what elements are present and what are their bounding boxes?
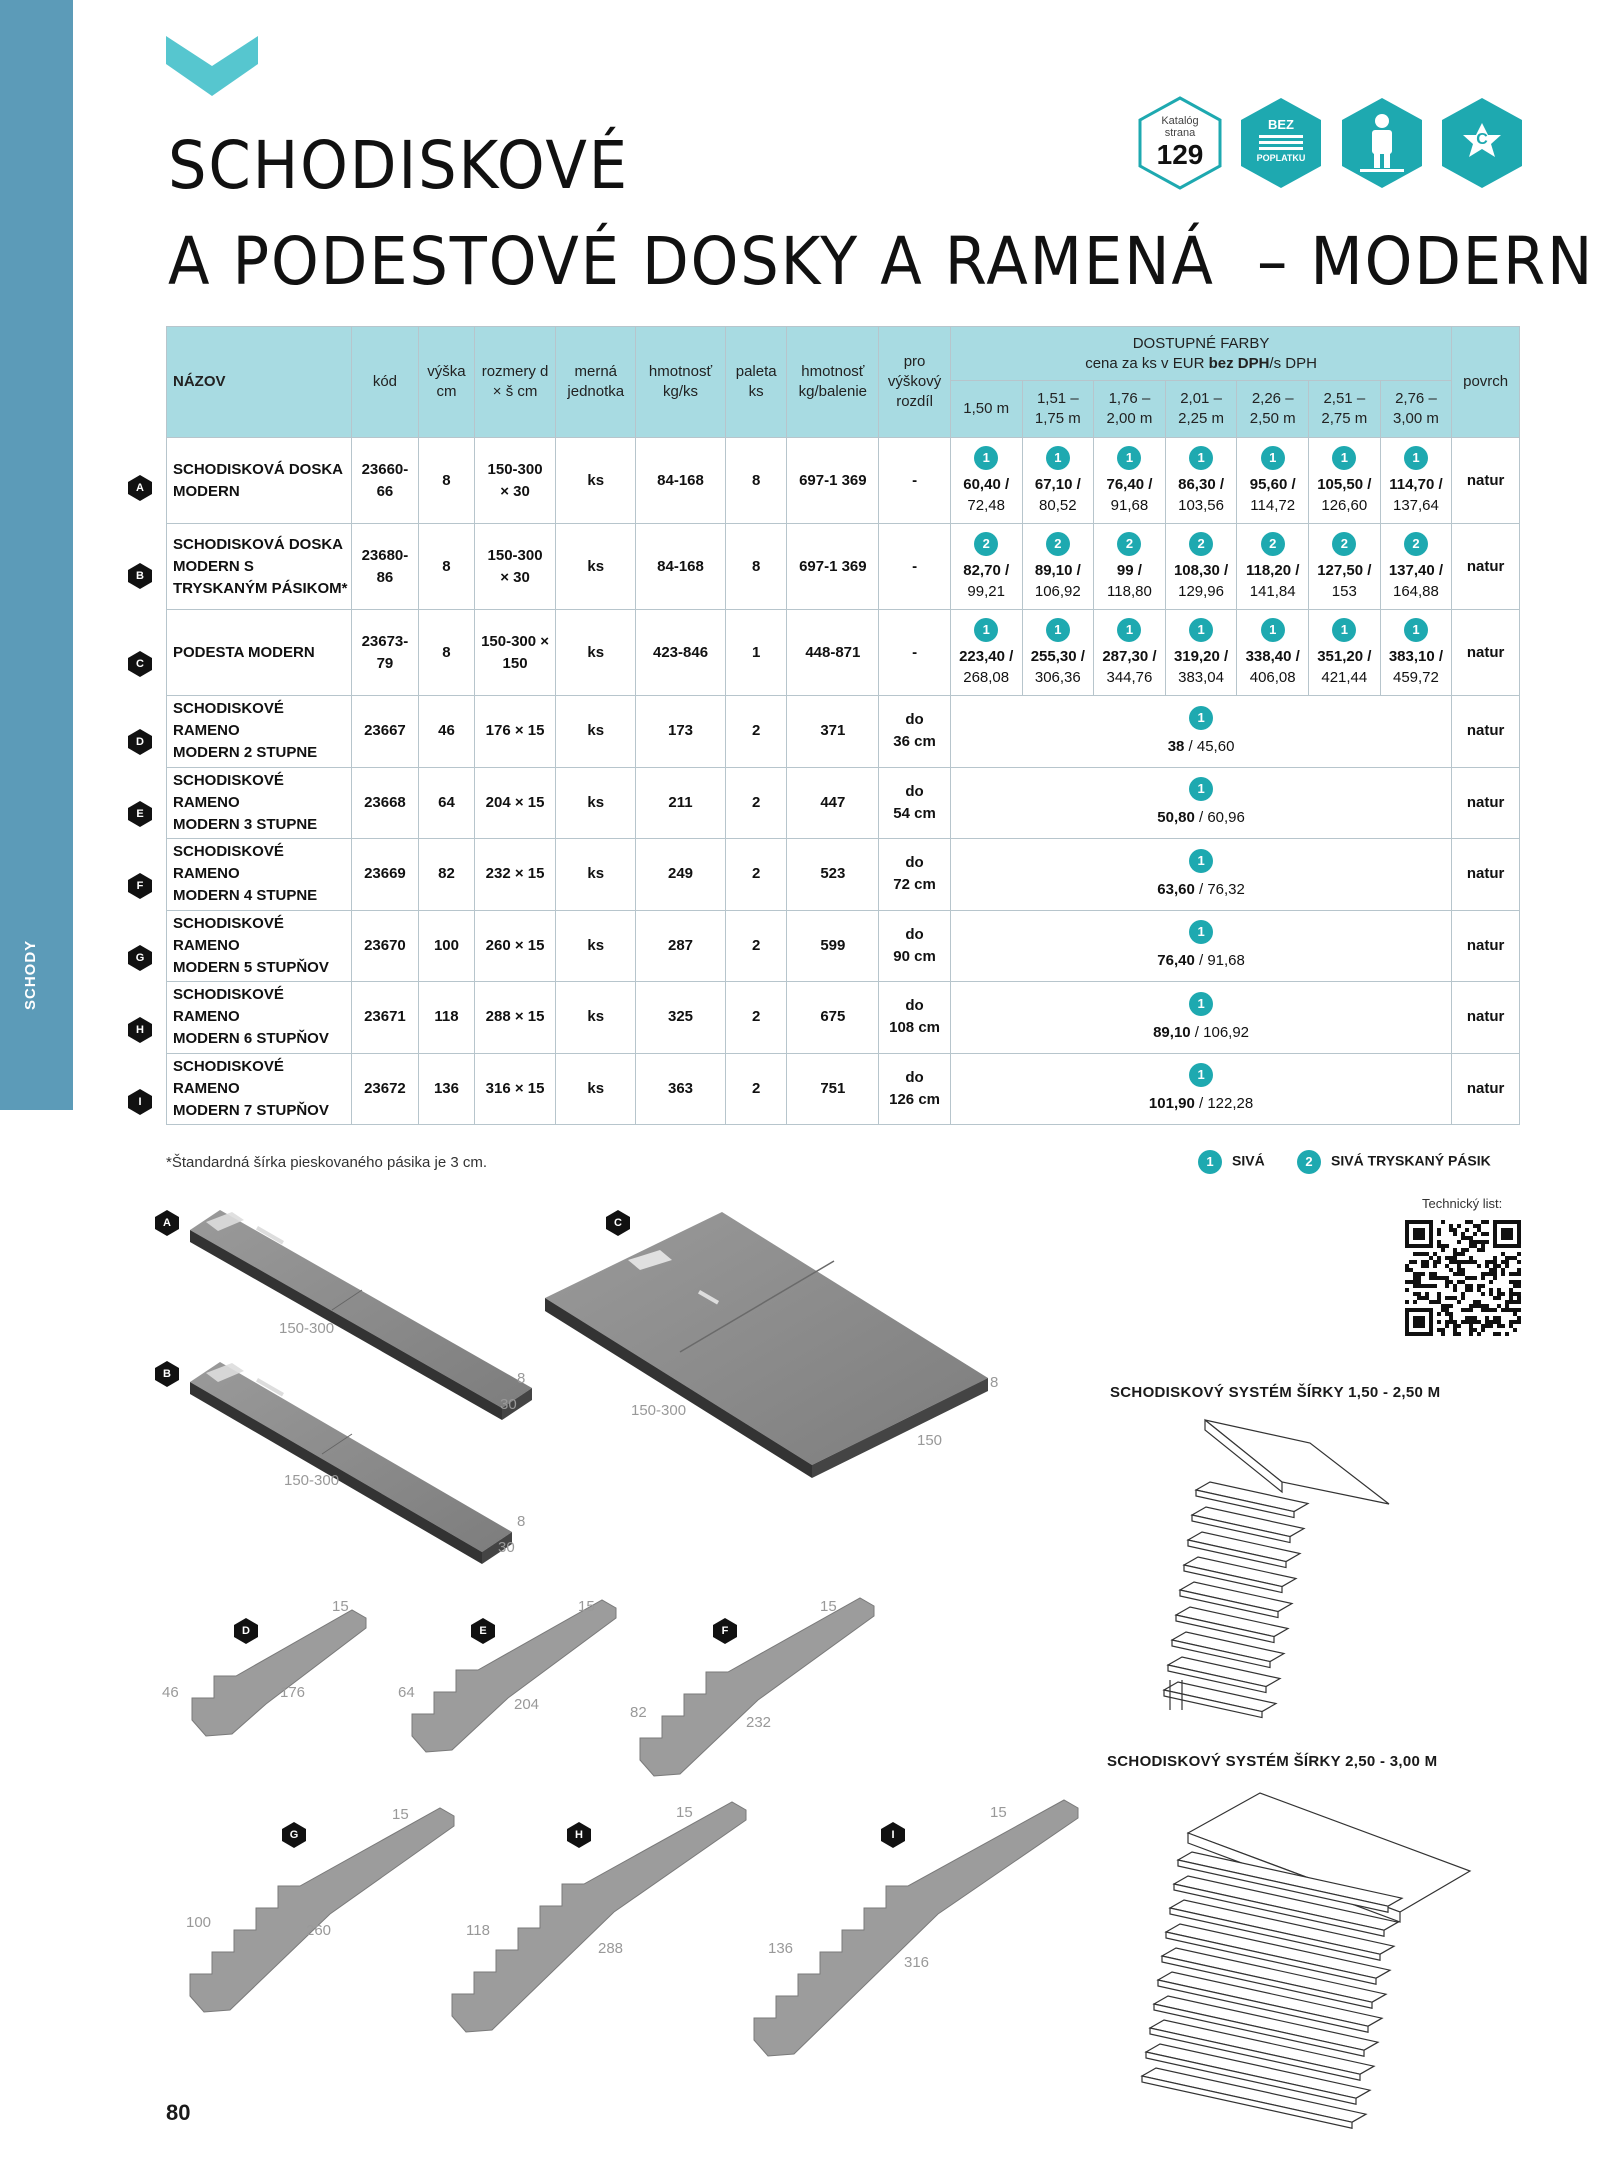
cell-height: 136 bbox=[419, 1053, 474, 1125]
row-letter-badge: B bbox=[127, 563, 153, 589]
cell-height-diff: - bbox=[879, 610, 951, 696]
color-badge: 2 bbox=[1189, 532, 1213, 556]
cell-pallet: 2 bbox=[725, 767, 787, 839]
dim-height: 64 bbox=[398, 1684, 415, 1701]
cell-dims: 176 × 15 bbox=[474, 696, 556, 768]
cell-code: 23668 bbox=[351, 767, 419, 839]
color-badge: 2 bbox=[1117, 532, 1141, 556]
dim-height: 8 bbox=[517, 1370, 526, 1387]
flight-drawing bbox=[190, 1808, 454, 2012]
color-badge: 1 bbox=[1117, 446, 1141, 470]
col-header-width-4: 2,26 – 2,50 m bbox=[1237, 381, 1309, 438]
color-badge: 1 bbox=[1189, 777, 1213, 801]
cell-unit: ks bbox=[556, 839, 636, 911]
cell-weight-pack: 371 bbox=[787, 696, 879, 768]
cell-pallet: 2 bbox=[725, 982, 787, 1054]
cell-price: 1 319,20 / 383,04 bbox=[1165, 610, 1237, 696]
dim-length: 150-300 bbox=[279, 1320, 335, 1337]
cell-height: 100 bbox=[419, 910, 474, 982]
color-badge: 1 bbox=[1189, 849, 1213, 873]
cell-height-diff: do 108 cm bbox=[879, 982, 951, 1054]
cell-surface: natur bbox=[1452, 767, 1520, 839]
system-title-1: SCHODISKOVÝ SYSTÉM ŠÍRKY 1,50 - 2,50 M bbox=[1110, 1384, 1441, 1401]
cell-price: 2 118,20 / 141,84 bbox=[1237, 524, 1309, 610]
dim-height: 8 bbox=[517, 1513, 526, 1530]
cell-price: 1 351,20 / 421,44 bbox=[1309, 610, 1381, 696]
flight-letter-badge: D bbox=[233, 1618, 259, 1644]
cell-height: 118 bbox=[419, 982, 474, 1054]
cell-price: 1 89,10 / 106,92 bbox=[950, 982, 1451, 1054]
flight-letter-badge: H bbox=[566, 1822, 592, 1848]
dim-width: 30 bbox=[498, 1539, 515, 1556]
cell-price: 1 255,30 / 306,36 bbox=[1022, 610, 1094, 696]
title-line-1: SCHODISKOVÉ bbox=[168, 127, 629, 204]
dim-width: 15 bbox=[820, 1598, 837, 1615]
cell-weight-pack: 448-871 bbox=[787, 610, 879, 696]
badge-free-of-charge: BEZ POPLATKU bbox=[1233, 95, 1329, 191]
cell-pallet: 2 bbox=[725, 910, 787, 982]
legend-item-grey: 1 SIVÁ bbox=[1198, 1150, 1265, 1174]
cell-weight-pack: 697-1 369 bbox=[787, 524, 879, 610]
cell-weight: 211 bbox=[636, 767, 726, 839]
side-tab-label: SCHODY bbox=[22, 939, 39, 1011]
system-title-2: SCHODISKOVÝ SYSTÉM ŠÍRKY 2,50 - 3,00 M bbox=[1107, 1753, 1438, 1770]
dim-width: 150 bbox=[917, 1432, 943, 1449]
cell-height-diff: do 126 cm bbox=[879, 1053, 951, 1125]
cell-code: 23673- 79 bbox=[351, 610, 419, 696]
cell-price: 1 338,40 / 406,08 bbox=[1237, 610, 1309, 696]
cell-height: 8 bbox=[419, 610, 474, 696]
cell-height: 8 bbox=[419, 524, 474, 610]
cell-code: 23669 bbox=[351, 839, 419, 911]
cell-unit: ks bbox=[556, 982, 636, 1054]
row-letter-badge: G bbox=[127, 945, 153, 971]
color-badge: 1 bbox=[1261, 446, 1285, 470]
cell-price: 1 287,30 / 344,76 bbox=[1094, 610, 1166, 696]
col-header-width-6: 2,76 – 3,00 m bbox=[1380, 381, 1452, 438]
cell-surface: natur bbox=[1452, 839, 1520, 911]
row-letter-badge: C bbox=[127, 651, 153, 677]
cell-code: 23680- 86 bbox=[351, 524, 419, 610]
cell-dims: 260 × 15 bbox=[474, 910, 556, 982]
dim-height: 46 bbox=[162, 1684, 179, 1701]
cell-price: 1 114,70 / 137,64 bbox=[1380, 438, 1452, 524]
col-header-height-diff: pro výškový rozdíl bbox=[879, 327, 951, 438]
cell-price: 1 67,10 / 80,52 bbox=[1022, 438, 1094, 524]
row-letter-badge: I bbox=[127, 1089, 153, 1115]
cell-price: 1 95,60 / 114,72 bbox=[1237, 438, 1309, 524]
dim-length: 288 bbox=[598, 1940, 624, 1957]
flight-drawing bbox=[640, 1598, 874, 1776]
col-header-name: NÁZOV bbox=[167, 327, 352, 438]
col-header-unit: merná jednotka bbox=[556, 327, 636, 438]
flight-letter-badge: I bbox=[880, 1822, 906, 1848]
dim-height: 118 bbox=[466, 1922, 490, 1939]
col-header-code: kód bbox=[351, 327, 419, 438]
cell-dims: 232 × 15 bbox=[474, 839, 556, 911]
col-header-width-5: 2,51 – 2,75 m bbox=[1309, 381, 1381, 438]
cell-pallet: 8 bbox=[725, 524, 787, 610]
col-header-width-1: 1,51 – 1,75 m bbox=[1022, 381, 1094, 438]
cell-unit: ks bbox=[556, 696, 636, 768]
color-badge: 1 bbox=[1046, 446, 1070, 470]
dim-width: 15 bbox=[990, 1804, 1007, 1821]
cell-name: SCHODISKOVÉ RAMENO MODERN 2 STUPNE bbox=[167, 696, 352, 768]
dim-width: 30 bbox=[500, 1396, 517, 1413]
cell-height-diff: do 90 cm bbox=[879, 910, 951, 982]
cell-unit: ks bbox=[556, 767, 636, 839]
cell-code: 23667 bbox=[351, 696, 419, 768]
cell-name: SCHODISKOVÁ DOSKA MODERN bbox=[167, 438, 352, 524]
color-badge: 1 bbox=[1332, 618, 1356, 642]
cell-dims: 150-300 × 150 bbox=[474, 610, 556, 696]
cell-price: 1 101,90 / 122,28 bbox=[950, 1053, 1451, 1125]
cell-code: 23671 bbox=[351, 982, 419, 1054]
color-badge: 2 bbox=[1332, 532, 1356, 556]
cell-weight-pack: 447 bbox=[787, 767, 879, 839]
cell-name: SCHODISKOVÉ RAMENO MODERN 4 STUPNE bbox=[167, 839, 352, 911]
flight-drawing bbox=[754, 1800, 1078, 2056]
flight-drawing bbox=[192, 1610, 366, 1736]
flight-drawing bbox=[452, 1802, 746, 2032]
cell-height-diff: do 72 cm bbox=[879, 839, 951, 911]
cell-price: 1 50,80 / 60,96 bbox=[950, 767, 1451, 839]
cell-dims: 150-300 × 30 bbox=[474, 438, 556, 524]
cell-weight: 84-168 bbox=[636, 524, 726, 610]
cell-price: 2 99 / 118,80 bbox=[1094, 524, 1166, 610]
dim-length: 260 bbox=[306, 1922, 332, 1939]
color-badge: 1 bbox=[1332, 446, 1356, 470]
dim-height: 82 bbox=[630, 1704, 647, 1721]
col-header-width-2: 1,76 – 2,00 m bbox=[1094, 381, 1166, 438]
cell-height-diff: do 54 cm bbox=[879, 767, 951, 839]
cell-surface: natur bbox=[1452, 910, 1520, 982]
cell-price: 1 223,40 / 268,08 bbox=[950, 610, 1022, 696]
color-badge: 2 bbox=[974, 532, 998, 556]
cell-price: 1 76,40 / 91,68 bbox=[1094, 438, 1166, 524]
col-header-dims: rozmery d × š cm bbox=[474, 327, 556, 438]
color-badge: 2 bbox=[1046, 532, 1070, 556]
title-line-2: A PODESTOVÉ DOSKY A RAMENÁ – MODERN bbox=[168, 223, 1595, 300]
legend-item-grey-blasted: 2 SIVÁ TRYSKANÝ PÁSIK bbox=[1297, 1150, 1491, 1174]
cell-price: 2 108,30 / 129,96 bbox=[1165, 524, 1237, 610]
cell-weight: 173 bbox=[636, 696, 726, 768]
cell-pallet: 2 bbox=[725, 839, 787, 911]
cell-unit: ks bbox=[556, 910, 636, 982]
dim-width: 15 bbox=[392, 1806, 409, 1823]
cell-weight-pack: 599 bbox=[787, 910, 879, 982]
cell-weight-pack: 675 bbox=[787, 982, 879, 1054]
cell-height: 46 bbox=[419, 696, 474, 768]
cell-weight: 363 bbox=[636, 1053, 726, 1125]
col-header-weight: hmotnosť kg/ks bbox=[636, 327, 726, 438]
cell-name: SCHODISKOVÁ DOSKA MODERN S TRYSKANÝM PÁSIKOM* bbox=[167, 524, 352, 610]
color-badge: 2 bbox=[1404, 532, 1428, 556]
col-header-weight-pack: hmotnosť kg/balenie bbox=[787, 327, 879, 438]
dim-width: 15 bbox=[578, 1598, 595, 1615]
cell-weight-pack: 523 bbox=[787, 839, 879, 911]
cell-name: SCHODISKOVÉ RAMENO MODERN 6 STUPŇOV bbox=[167, 982, 352, 1054]
color-badge: 1 bbox=[1189, 1063, 1213, 1087]
dim-height: 100 bbox=[186, 1914, 212, 1931]
cell-surface: natur bbox=[1452, 696, 1520, 768]
cell-weight: 287 bbox=[636, 910, 726, 982]
cell-price: 1 63,60 / 76,32 bbox=[950, 839, 1451, 911]
dim-length: 204 bbox=[514, 1696, 540, 1713]
color-badge: 1 bbox=[1046, 618, 1070, 642]
cell-weight: 423-846 bbox=[636, 610, 726, 696]
row-letter-badge: A bbox=[127, 475, 153, 501]
color-badge: 1 bbox=[1404, 618, 1428, 642]
cell-pallet: 8 bbox=[725, 438, 787, 524]
cell-price: 1 76,40 / 91,68 bbox=[950, 910, 1451, 982]
row-letter-badge: D bbox=[127, 729, 153, 755]
cell-height: 64 bbox=[419, 767, 474, 839]
cell-price: 1 105,50 / 126,60 bbox=[1309, 438, 1381, 524]
cell-price: 2 89,10 / 106,92 bbox=[1022, 524, 1094, 610]
cell-weight: 325 bbox=[636, 982, 726, 1054]
col-header-width-3: 2,01 – 2,25 m bbox=[1165, 381, 1237, 438]
color-badge: 1 bbox=[1404, 446, 1428, 470]
color-badge: 1 bbox=[1189, 920, 1213, 944]
flight-letter-badge: G bbox=[281, 1822, 307, 1848]
stair-system-2-drawing bbox=[1142, 1793, 1470, 2128]
badge-class: C bbox=[1434, 95, 1530, 191]
cell-code: 23672 bbox=[351, 1053, 419, 1125]
cell-pallet: 2 bbox=[725, 1053, 787, 1125]
cell-height-diff: do 36 cm bbox=[879, 696, 951, 768]
color-badge: 1 bbox=[1189, 706, 1213, 730]
cell-surface: natur bbox=[1452, 1053, 1520, 1125]
slab-letter-badge: C bbox=[605, 1210, 631, 1236]
cell-weight-pack: 697-1 369 bbox=[787, 438, 879, 524]
flight-letter-badge: F bbox=[712, 1618, 738, 1644]
cell-price: 2 82,70 / 99,21 bbox=[950, 524, 1022, 610]
color-badge: 1 bbox=[1189, 618, 1213, 642]
col-header-height: výška cm bbox=[419, 327, 474, 438]
dim-width: 15 bbox=[676, 1804, 693, 1821]
cell-surface: natur bbox=[1452, 982, 1520, 1054]
cell-name: SCHODISKOVÉ RAMENO MODERN 3 STUPNE bbox=[167, 767, 352, 839]
cell-dims: 150-300 × 30 bbox=[474, 524, 556, 610]
cell-price: 2 137,40 / 164,88 bbox=[1380, 524, 1452, 610]
cell-weight-pack: 751 bbox=[787, 1053, 879, 1125]
cell-height-diff: - bbox=[879, 438, 951, 524]
footnote: *Štandardná šírka pieskovaného pásika je 3 cm. bbox=[166, 1154, 488, 1171]
stair-system-1-drawing bbox=[1164, 1420, 1389, 1718]
cell-unit: ks bbox=[556, 524, 636, 610]
color-badge: 1 bbox=[1189, 992, 1213, 1016]
dim-length: 232 bbox=[746, 1714, 772, 1731]
cell-name: PODESTA MODERN bbox=[167, 610, 352, 696]
cell-price: 1 60,40 / 72,48 bbox=[950, 438, 1022, 524]
color-badge: 1 bbox=[974, 618, 998, 642]
cell-unit: ks bbox=[556, 610, 636, 696]
tech-sheet-label: Technický list: bbox=[1422, 1196, 1503, 1211]
cell-unit: ks bbox=[556, 438, 636, 524]
cell-unit: ks bbox=[556, 1053, 636, 1125]
row-letter-badge: H bbox=[127, 1017, 153, 1043]
slab-letter-badge: A bbox=[154, 1210, 180, 1236]
cell-price: 1 86,30 / 103,56 bbox=[1165, 438, 1237, 524]
cell-price: 1 383,10 / 459,72 bbox=[1380, 610, 1452, 696]
dim-length: 176 bbox=[280, 1684, 306, 1701]
cell-code: 23660- 66 bbox=[351, 438, 419, 524]
color-badge: 1 bbox=[1117, 618, 1141, 642]
flight-letter-badge: E bbox=[470, 1618, 496, 1644]
cell-dims: 316 × 15 bbox=[474, 1053, 556, 1125]
flight-drawing bbox=[412, 1600, 616, 1752]
row-letter-badge: F bbox=[127, 873, 153, 899]
cell-weight: 84-168 bbox=[636, 438, 726, 524]
dim-length: 150-300 bbox=[284, 1472, 340, 1489]
cell-name: SCHODISKOVÉ RAMENO MODERN 7 STUPŇOV bbox=[167, 1053, 352, 1125]
slab-letter-badge: B bbox=[154, 1361, 180, 1387]
color-badge: 1 bbox=[1261, 618, 1285, 642]
color-badge: 1 bbox=[974, 446, 998, 470]
cell-dims: 204 × 15 bbox=[474, 767, 556, 839]
color-badge: 2 bbox=[1261, 532, 1285, 556]
badge-catalog: Katalóg strana 129 bbox=[1132, 95, 1228, 191]
col-header-surface: povrch bbox=[1452, 327, 1520, 438]
cell-code: 23670 bbox=[351, 910, 419, 982]
dim-height: 136 bbox=[768, 1940, 794, 1957]
cell-dims: 288 × 15 bbox=[474, 982, 556, 1054]
cell-height: 82 bbox=[419, 839, 474, 911]
cell-surface: natur bbox=[1452, 524, 1520, 610]
cell-surface: natur bbox=[1452, 438, 1520, 524]
col-header-pallet: paleta ks bbox=[725, 327, 787, 438]
cell-price: 1 38 / 45,60 bbox=[950, 696, 1451, 768]
dim-length: 150-300 bbox=[631, 1402, 687, 1419]
cell-weight: 249 bbox=[636, 839, 726, 911]
dim-width: 15 bbox=[332, 1598, 349, 1615]
cell-name: SCHODISKOVÉ RAMENO MODERN 5 STUPŇOV bbox=[167, 910, 352, 982]
col-header-colors: DOSTUPNÉ FARBY cena za ks v EUR bez DPH/s DPH bbox=[950, 327, 1451, 381]
cell-height-diff: - bbox=[879, 524, 951, 610]
dim-height: 8 bbox=[990, 1374, 999, 1391]
cell-pallet: 2 bbox=[725, 696, 787, 768]
cell-pallet: 1 bbox=[725, 610, 787, 696]
col-header-width-0: 1,50 m bbox=[950, 381, 1022, 438]
page-number: 80 bbox=[166, 2100, 191, 2125]
dim-length: 316 bbox=[904, 1954, 930, 1971]
cell-price: 2 127,50 / 153 bbox=[1309, 524, 1381, 610]
row-letter-badge: E bbox=[127, 801, 153, 827]
cell-surface: natur bbox=[1452, 610, 1520, 696]
color-badge: 1 bbox=[1189, 446, 1213, 470]
cell-height: 8 bbox=[419, 438, 474, 524]
